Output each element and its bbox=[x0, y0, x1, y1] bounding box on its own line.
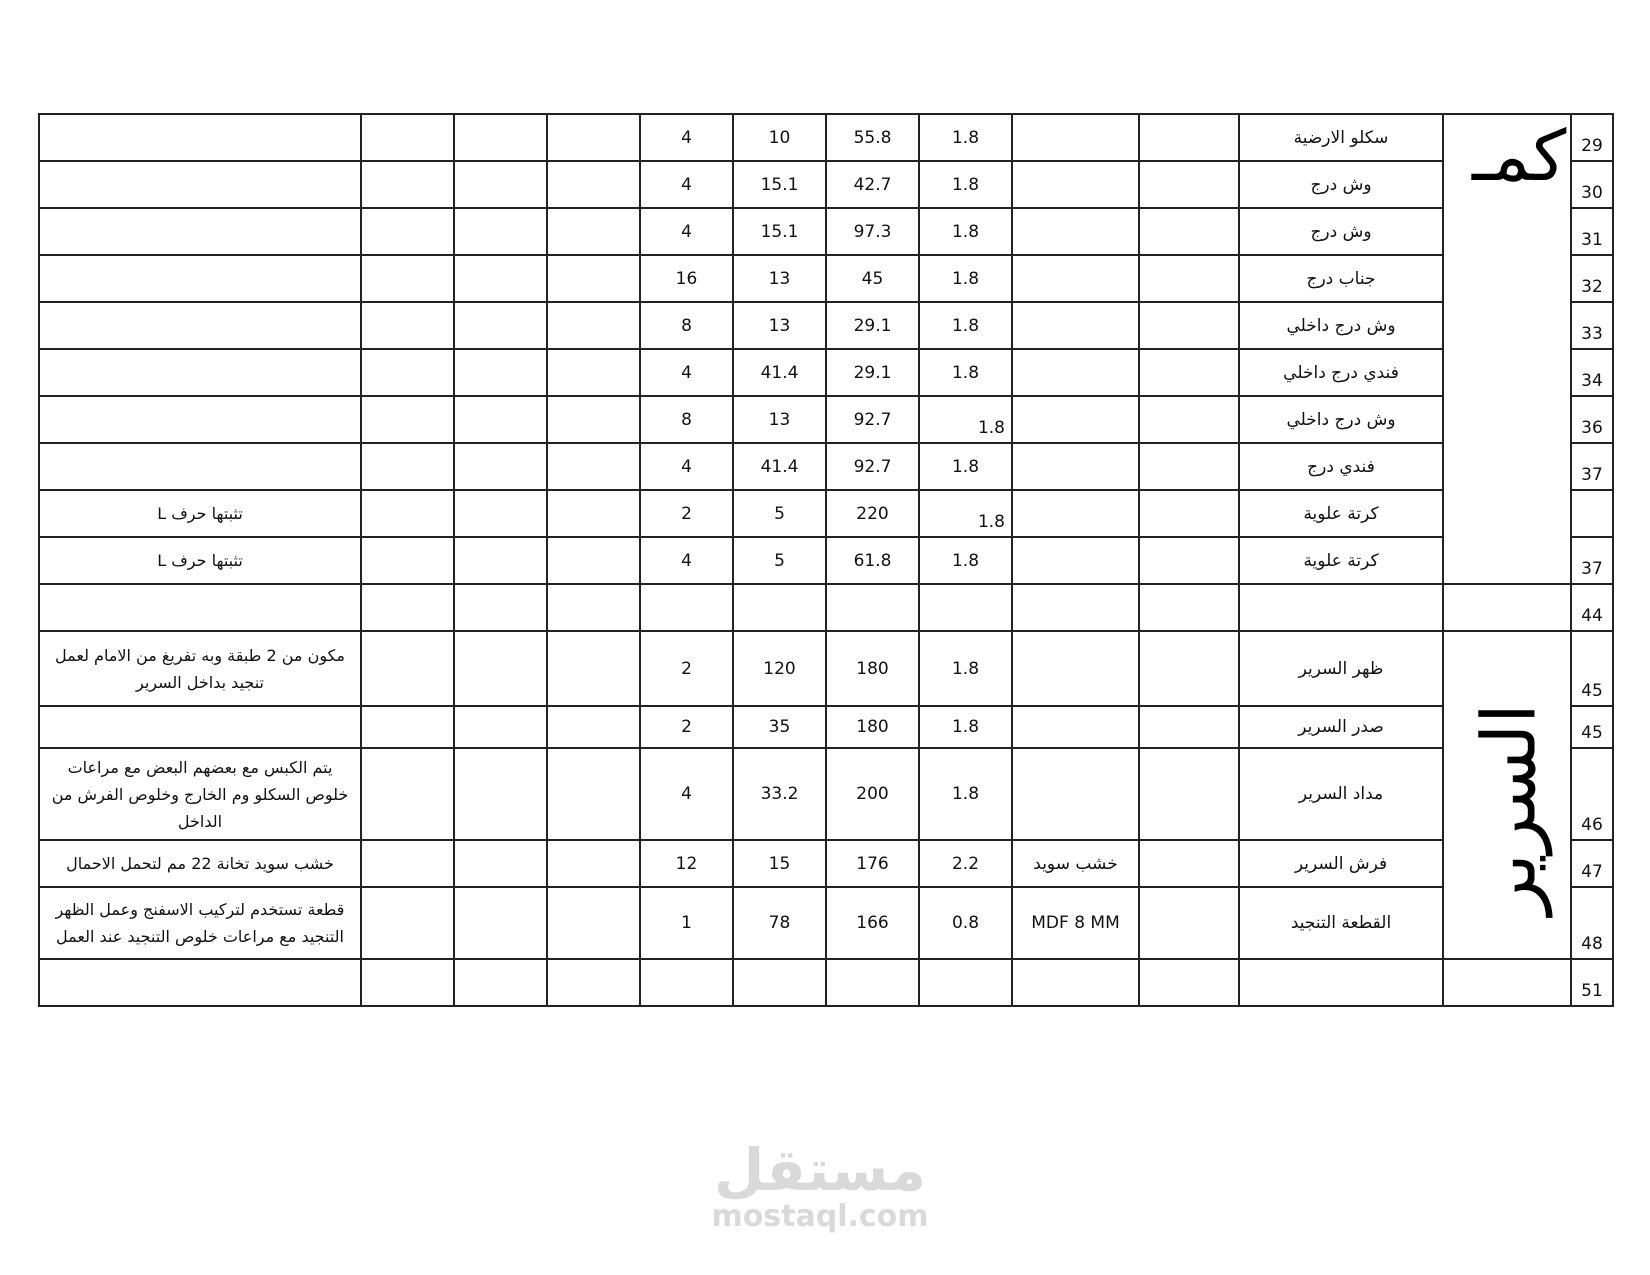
cell-qty: 2 bbox=[640, 631, 733, 706]
cell-empty bbox=[547, 114, 640, 161]
table-row bbox=[39, 631, 1571, 706]
cutting-list-table bbox=[38, 113, 1572, 1007]
row-index: 29 bbox=[1571, 114, 1613, 161]
cell-name: وش درج bbox=[1239, 208, 1443, 255]
cell-length: 42.7 bbox=[826, 161, 919, 208]
cell-thickness: 0.8 bbox=[919, 887, 1012, 959]
index-row bbox=[1571, 537, 1613, 584]
cell-empty bbox=[1139, 208, 1239, 255]
section-cell bbox=[1443, 443, 1571, 490]
section-label-cupboard: كمـ bbox=[1472, 115, 1567, 197]
cell-thickness: 2.2 bbox=[919, 840, 1012, 887]
cell-thickness bbox=[919, 584, 1012, 631]
cell-width: 33.2 bbox=[733, 748, 826, 840]
cell-empty bbox=[361, 114, 454, 161]
cell-empty bbox=[1139, 840, 1239, 887]
cell-empty bbox=[547, 537, 640, 584]
cell-material bbox=[1012, 443, 1139, 490]
cell-qty: 4 bbox=[640, 208, 733, 255]
section-cell bbox=[1443, 703, 1571, 915]
cell-qty: 2 bbox=[640, 706, 733, 748]
row-index: 31 bbox=[1571, 208, 1613, 255]
section-cell bbox=[1443, 584, 1571, 631]
cell-length: 29.1 bbox=[826, 349, 919, 396]
cell-material bbox=[1012, 748, 1139, 840]
cell-empty bbox=[547, 490, 640, 537]
cell-thickness: 1.8 bbox=[919, 255, 1012, 302]
cell-empty bbox=[454, 959, 547, 1006]
cell-qty: 4 bbox=[640, 161, 733, 208]
cell-width: 15.1 bbox=[733, 161, 826, 208]
cell-width: 13 bbox=[733, 302, 826, 349]
cell-notes: خشب سويد تخانة 22 مم لتحمل الاحمال bbox=[39, 840, 361, 887]
section-cell bbox=[1443, 959, 1571, 1006]
row-index: 34 bbox=[1571, 349, 1613, 396]
table-row bbox=[39, 161, 1571, 208]
cell-thickness: 1.8 bbox=[919, 631, 1012, 706]
cell-material: MDF 8 MM bbox=[1012, 887, 1139, 959]
cell-length: 92.7 bbox=[826, 443, 919, 490]
cell-width: 15 bbox=[733, 840, 826, 887]
cell-qty: 4 bbox=[640, 349, 733, 396]
cell-empty bbox=[547, 631, 640, 706]
section-cell bbox=[1443, 161, 1571, 208]
cell-material bbox=[1012, 631, 1139, 706]
cell-thickness: 1.8 bbox=[919, 706, 1012, 748]
row-index: 37 bbox=[1571, 443, 1613, 490]
index-row bbox=[1571, 396, 1613, 443]
cell-width: 5 bbox=[733, 537, 826, 584]
cell-width: 78 bbox=[733, 887, 826, 959]
cell-notes bbox=[39, 706, 361, 748]
cell-empty bbox=[361, 748, 454, 840]
cell-empty bbox=[454, 706, 547, 748]
cell-empty bbox=[454, 537, 547, 584]
cell-thickness bbox=[919, 959, 1012, 1006]
index-row bbox=[1571, 302, 1613, 349]
cell-name: فندي درج bbox=[1239, 443, 1443, 490]
cell-name: فرش السرير bbox=[1239, 840, 1443, 887]
cell-length: 220 bbox=[826, 490, 919, 537]
cell-name: مداد السرير bbox=[1239, 748, 1443, 840]
table-row bbox=[39, 840, 1571, 887]
index-row bbox=[1571, 443, 1613, 490]
cell-empty bbox=[361, 349, 454, 396]
cell-notes bbox=[39, 396, 361, 443]
table-row bbox=[39, 302, 1571, 349]
cell-empty bbox=[547, 302, 640, 349]
index-row bbox=[1571, 114, 1613, 161]
index-row bbox=[1571, 161, 1613, 208]
watermark-latin: mostaql.com bbox=[711, 1199, 929, 1234]
cell-empty bbox=[1139, 490, 1239, 537]
cell-empty bbox=[547, 584, 640, 631]
cell-empty bbox=[1139, 161, 1239, 208]
cell-name: جناب درج bbox=[1239, 255, 1443, 302]
cell-notes bbox=[39, 443, 361, 490]
cell-material bbox=[1012, 161, 1139, 208]
cell-thickness: 1.8 bbox=[919, 537, 1012, 584]
section-cell bbox=[1443, 490, 1571, 537]
cell-empty bbox=[454, 490, 547, 537]
cell-material bbox=[1012, 706, 1139, 748]
cell-width: 5 bbox=[733, 490, 826, 537]
cell-empty bbox=[1139, 255, 1239, 302]
cell-material bbox=[1012, 584, 1139, 631]
cell-empty bbox=[361, 302, 454, 349]
index-row bbox=[1571, 959, 1613, 1006]
cell-length: 55.8 bbox=[826, 114, 919, 161]
cell-empty bbox=[1139, 349, 1239, 396]
index-row bbox=[1571, 490, 1613, 537]
table-row bbox=[39, 490, 1571, 537]
cell-thickness: 1.8 bbox=[919, 208, 1012, 255]
table-row bbox=[39, 537, 1571, 584]
row-index: 30 bbox=[1571, 161, 1613, 208]
cell-notes bbox=[39, 584, 361, 631]
section-cell bbox=[1443, 840, 1571, 887]
section-cell bbox=[1443, 748, 1571, 840]
cell-empty bbox=[1139, 631, 1239, 706]
section-cell bbox=[1443, 349, 1571, 396]
cell-width: 41.4 bbox=[733, 443, 826, 490]
cell-length: 92.7 bbox=[826, 396, 919, 443]
row-index: 48 bbox=[1571, 887, 1613, 959]
cell-qty bbox=[640, 959, 733, 1006]
cell-empty bbox=[454, 208, 547, 255]
cell-empty bbox=[547, 349, 640, 396]
index-row bbox=[1571, 631, 1613, 706]
section-cell bbox=[1443, 396, 1571, 443]
cell-length: 200 bbox=[826, 748, 919, 840]
cell-material bbox=[1012, 255, 1139, 302]
cell-qty: 8 bbox=[640, 302, 733, 349]
cell-length: 97.3 bbox=[826, 208, 919, 255]
cell-material bbox=[1012, 396, 1139, 443]
cell-empty bbox=[454, 584, 547, 631]
cell-empty bbox=[361, 255, 454, 302]
cell-empty bbox=[547, 208, 640, 255]
cell-notes bbox=[39, 959, 361, 1006]
row-index: 44 bbox=[1571, 584, 1613, 631]
cell-material bbox=[1012, 537, 1139, 584]
watermark bbox=[700, 1136, 940, 1234]
cell-width bbox=[733, 959, 826, 1006]
cell-notes: قطعة تستخدم لتركيب الاسفنج وعمل الظهر التنجيد مع مراعات خلوص التنجيد عند العمل bbox=[39, 887, 361, 959]
cell-qty: 1 bbox=[640, 887, 733, 959]
cell-qty: 8 bbox=[640, 396, 733, 443]
row-index: 33 bbox=[1571, 302, 1613, 349]
cell-notes: تثبتها حرف L bbox=[39, 490, 361, 537]
cell-material bbox=[1012, 114, 1139, 161]
table-row bbox=[39, 349, 1571, 396]
cell-empty bbox=[547, 706, 640, 748]
cell-empty bbox=[1139, 584, 1239, 631]
table-row bbox=[39, 584, 1571, 631]
cell-name: ظهر السرير bbox=[1239, 631, 1443, 706]
cell-empty bbox=[454, 114, 547, 161]
cell-length: 45 bbox=[826, 255, 919, 302]
cell-empty bbox=[454, 255, 547, 302]
index-row bbox=[1571, 706, 1613, 748]
cell-width: 10 bbox=[733, 114, 826, 161]
cell-thickness: 1.8 bbox=[919, 748, 1012, 840]
section-cell bbox=[1443, 114, 1571, 197]
cell-thickness: 1.8 bbox=[919, 443, 1012, 490]
row-index: 47 bbox=[1571, 840, 1613, 887]
cell-empty bbox=[1139, 959, 1239, 1006]
cell-name: كرتة علوية bbox=[1239, 537, 1443, 584]
table-row bbox=[39, 748, 1571, 840]
cell-empty bbox=[547, 161, 640, 208]
cell-length: 176 bbox=[826, 840, 919, 887]
table-row bbox=[39, 959, 1571, 1006]
cell-empty bbox=[361, 161, 454, 208]
index-row bbox=[1571, 584, 1613, 631]
cell-material bbox=[1012, 490, 1139, 537]
index-row bbox=[1571, 349, 1613, 396]
row-index: 45 bbox=[1571, 631, 1613, 706]
cell-empty bbox=[1139, 748, 1239, 840]
cell-qty bbox=[640, 584, 733, 631]
cell-length: 180 bbox=[826, 706, 919, 748]
cell-name: فندي درج داخلي bbox=[1239, 349, 1443, 396]
cell-length: 180 bbox=[826, 631, 919, 706]
row-index: 32 bbox=[1571, 255, 1613, 302]
row-index bbox=[1571, 490, 1613, 537]
cell-thickness: 1.8 bbox=[919, 349, 1012, 396]
cell-empty bbox=[361, 959, 454, 1006]
section-cell bbox=[1443, 631, 1571, 706]
cell-notes: مكون من 2 طبقة وبه تفريغ من الامام لعمل تنجيد بداخل السرير bbox=[39, 631, 361, 706]
cell-length: 29.1 bbox=[826, 302, 919, 349]
cell-empty bbox=[361, 584, 454, 631]
cell-qty: 2 bbox=[640, 490, 733, 537]
cell-empty bbox=[361, 706, 454, 748]
section-label-bed: السرير bbox=[1466, 703, 1553, 915]
cell-thickness: 1.8 bbox=[919, 302, 1012, 349]
row-index: 46 bbox=[1571, 748, 1613, 840]
section-cell bbox=[1443, 255, 1571, 302]
index-row bbox=[1571, 208, 1613, 255]
cell-empty bbox=[454, 396, 547, 443]
cell-qty: 4 bbox=[640, 114, 733, 161]
cell-name bbox=[1239, 959, 1443, 1006]
cell-empty bbox=[361, 208, 454, 255]
cell-empty bbox=[547, 840, 640, 887]
cell-material bbox=[1012, 349, 1139, 396]
cell-material: خشب سويد bbox=[1012, 840, 1139, 887]
cell-width: 15.1 bbox=[733, 208, 826, 255]
cell-material bbox=[1012, 302, 1139, 349]
cell-qty: 12 bbox=[640, 840, 733, 887]
cell-name: وش درج داخلي bbox=[1239, 302, 1443, 349]
cell-notes bbox=[39, 114, 361, 161]
row-index: 36 bbox=[1571, 396, 1613, 443]
cell-qty: 4 bbox=[640, 443, 733, 490]
table-row bbox=[39, 208, 1571, 255]
cell-empty bbox=[1139, 302, 1239, 349]
section-cell bbox=[1443, 537, 1571, 584]
cell-empty bbox=[454, 748, 547, 840]
cell-name: كرتة علوية bbox=[1239, 490, 1443, 537]
section-cell bbox=[1443, 887, 1571, 959]
cell-empty bbox=[361, 537, 454, 584]
cell-notes bbox=[39, 349, 361, 396]
cell-empty bbox=[361, 631, 454, 706]
cell-thickness: 1.8 bbox=[919, 490, 1012, 537]
cell-name: وش درج داخلي bbox=[1239, 396, 1443, 443]
row-index: 51 bbox=[1571, 959, 1613, 1006]
row-index: 37 bbox=[1571, 537, 1613, 584]
cell-qty: 16 bbox=[640, 255, 733, 302]
cell-name: سكلو الارضية bbox=[1239, 114, 1443, 161]
table-row bbox=[39, 443, 1571, 490]
section-cell bbox=[1443, 208, 1571, 255]
cell-notes: تثبتها حرف L bbox=[39, 537, 361, 584]
cell-qty: 4 bbox=[640, 748, 733, 840]
cell-name: القطعة التنجيد bbox=[1239, 887, 1443, 959]
cell-thickness: 1.8 bbox=[919, 396, 1012, 443]
cell-empty bbox=[454, 302, 547, 349]
index-row bbox=[1571, 255, 1613, 302]
index-row bbox=[1571, 887, 1613, 959]
cell-empty bbox=[547, 396, 640, 443]
cell-empty bbox=[361, 443, 454, 490]
cell-width: 13 bbox=[733, 255, 826, 302]
cell-empty bbox=[361, 490, 454, 537]
index-row bbox=[1571, 840, 1613, 887]
cell-length bbox=[826, 959, 919, 1006]
cell-width: 41.4 bbox=[733, 349, 826, 396]
table-row bbox=[39, 887, 1571, 959]
cell-notes bbox=[39, 302, 361, 349]
cell-empty bbox=[361, 396, 454, 443]
cell-thickness: 1.8 bbox=[919, 161, 1012, 208]
cell-width: 13 bbox=[733, 396, 826, 443]
cell-empty bbox=[547, 748, 640, 840]
cell-thickness: 1.8 bbox=[919, 114, 1012, 161]
cell-length bbox=[826, 584, 919, 631]
index-row bbox=[1571, 748, 1613, 840]
table-row bbox=[39, 706, 1571, 748]
cell-material bbox=[1012, 959, 1139, 1006]
cell-width: 35 bbox=[733, 706, 826, 748]
cell-empty bbox=[547, 443, 640, 490]
row-index-table bbox=[1570, 113, 1614, 1007]
section-cell bbox=[1443, 302, 1571, 349]
cell-empty bbox=[361, 840, 454, 887]
cell-empty bbox=[454, 161, 547, 208]
table-row bbox=[39, 396, 1571, 443]
cell-empty bbox=[454, 840, 547, 887]
cell-empty bbox=[1139, 443, 1239, 490]
cell-empty bbox=[454, 443, 547, 490]
cell-empty bbox=[1139, 706, 1239, 748]
cell-length: 61.8 bbox=[826, 537, 919, 584]
cell-length: 166 bbox=[826, 887, 919, 959]
cell-notes: يتم الكبس مع بعضهم البعض مع مراعات خلوص السكلو وم الخارج وخلوص الفرش من الداخل bbox=[39, 748, 361, 840]
cell-empty bbox=[454, 631, 547, 706]
cell-empty bbox=[1139, 887, 1239, 959]
cell-empty bbox=[1139, 537, 1239, 584]
cell-empty bbox=[547, 255, 640, 302]
cell-empty bbox=[1139, 114, 1239, 161]
cell-name: صدر السرير bbox=[1239, 706, 1443, 748]
cell-empty bbox=[547, 959, 640, 1006]
cell-qty: 4 bbox=[640, 537, 733, 584]
table-row bbox=[39, 255, 1571, 302]
cell-empty bbox=[547, 887, 640, 959]
cell-notes bbox=[39, 161, 361, 208]
cell-width bbox=[733, 584, 826, 631]
cell-notes bbox=[39, 255, 361, 302]
cell-width: 120 bbox=[733, 631, 826, 706]
cell-empty bbox=[361, 887, 454, 959]
table-row bbox=[39, 114, 1571, 161]
cell-notes bbox=[39, 208, 361, 255]
cell-name bbox=[1239, 584, 1443, 631]
cell-material bbox=[1012, 208, 1139, 255]
cell-empty bbox=[454, 887, 547, 959]
cell-empty bbox=[1139, 396, 1239, 443]
cell-name: وش درج bbox=[1239, 161, 1443, 208]
row-index: 45 bbox=[1571, 706, 1613, 748]
watermark-arabic: مستقل bbox=[713, 1136, 927, 1204]
cell-empty bbox=[454, 349, 547, 396]
